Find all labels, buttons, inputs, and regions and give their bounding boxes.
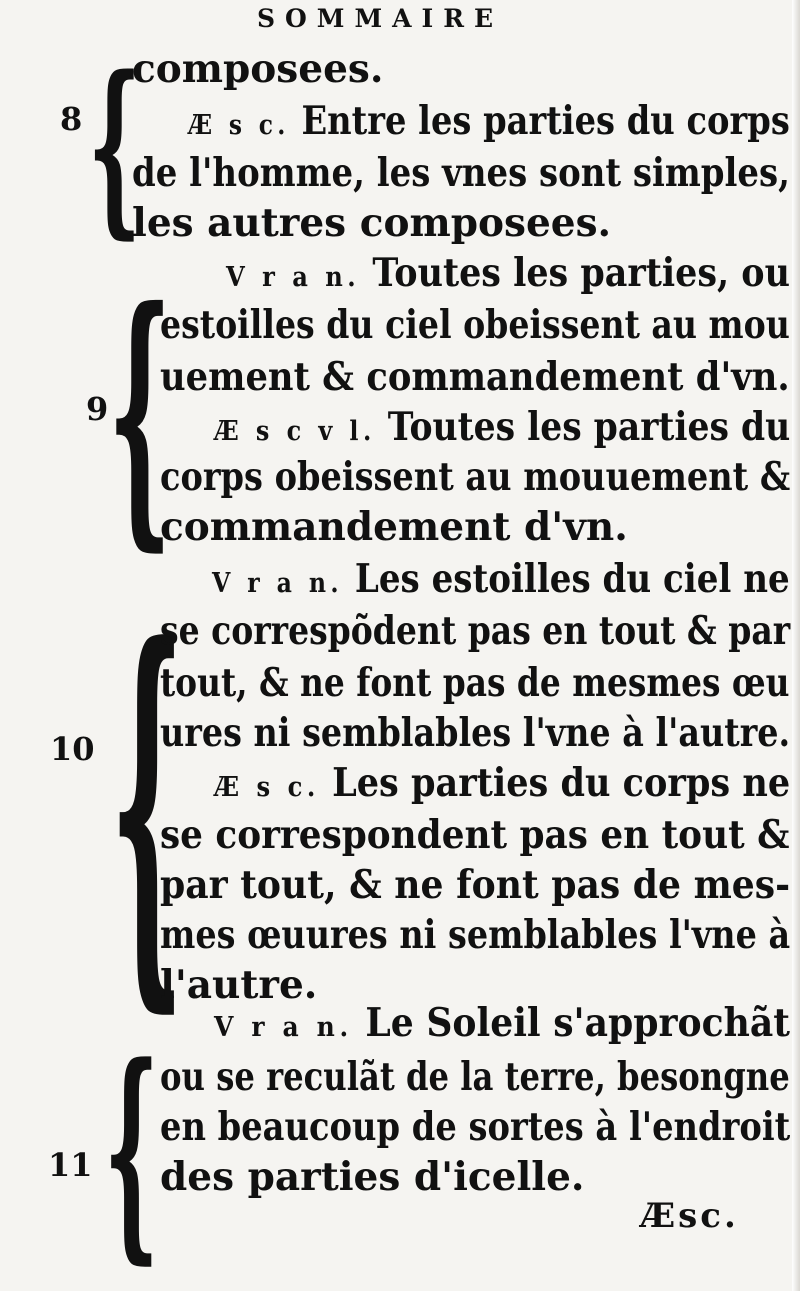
text-line: mes œuures ni semblables l'vne à xyxy=(160,912,791,958)
text-line: V r a n. Le Soleil s'approchãt xyxy=(214,1000,790,1046)
speaker-label: V r a n. xyxy=(212,568,344,599)
speaker-label: Æ s c. xyxy=(214,772,320,803)
text-line: de l'homme, les vnes sont simples, xyxy=(132,150,790,196)
text-line: se correspõdent pas en tout & par xyxy=(160,608,791,654)
text-line: des parties d'icelle. xyxy=(160,1154,585,1200)
text-line: V r a n. Les estoilles du ciel ne xyxy=(212,556,790,602)
text-line: les autres composees. xyxy=(132,200,612,246)
catchword: Æsc. xyxy=(640,1196,739,1236)
page-edge xyxy=(792,0,800,1291)
brace-10: { xyxy=(110,560,185,1045)
section-number-9: 9 xyxy=(86,390,109,428)
text-line: en beaucoup de sortes à l'endroit xyxy=(160,1104,791,1150)
text-line: par tout, & ne font pas de mes- xyxy=(160,862,791,908)
text-line: ures ni semblables l'vne à l'autre. xyxy=(160,710,791,756)
speaker-label: V r a n. xyxy=(226,262,361,293)
text-line: ou se reculãt de la terre, besongne xyxy=(160,1054,790,1100)
text-line: estoilles du ciel obeissent au mou xyxy=(160,302,790,348)
text-line: l'autre. xyxy=(160,962,318,1008)
text-line: corps obeissent au mouuement & xyxy=(160,454,791,500)
brace-9: { xyxy=(108,250,172,574)
text-line: se correspondent pas en tout & xyxy=(160,812,790,858)
text-line: uement & commandement d'vn. xyxy=(160,354,790,400)
speaker-label: V r a n. xyxy=(214,1012,353,1043)
text-line: Æ s c v l. Toutes les parties du xyxy=(214,404,791,450)
text-line: tout, & ne font pas de mesmes œu xyxy=(160,660,790,706)
section-number-8: 8 xyxy=(60,100,83,138)
text-line: V r a n. Toutes les parties, ou xyxy=(226,250,790,296)
text-line: composees. xyxy=(132,46,384,92)
section-number-10: 10 xyxy=(50,730,95,768)
brace-11: { xyxy=(104,1016,159,1284)
text-line: commandement d'vn. xyxy=(160,504,628,550)
running-header: SOMMAIRE xyxy=(256,4,504,33)
text-line: Æ s c. Les parties du corps ne xyxy=(214,760,791,806)
speaker-label: Æ s c v l. xyxy=(214,416,376,447)
speaker-label: Æ s c. xyxy=(188,110,290,141)
section-number-11: 11 xyxy=(48,1146,93,1184)
brace-8: { xyxy=(88,36,142,256)
text-line: Æ s c. Entre les parties du corps xyxy=(188,98,790,144)
